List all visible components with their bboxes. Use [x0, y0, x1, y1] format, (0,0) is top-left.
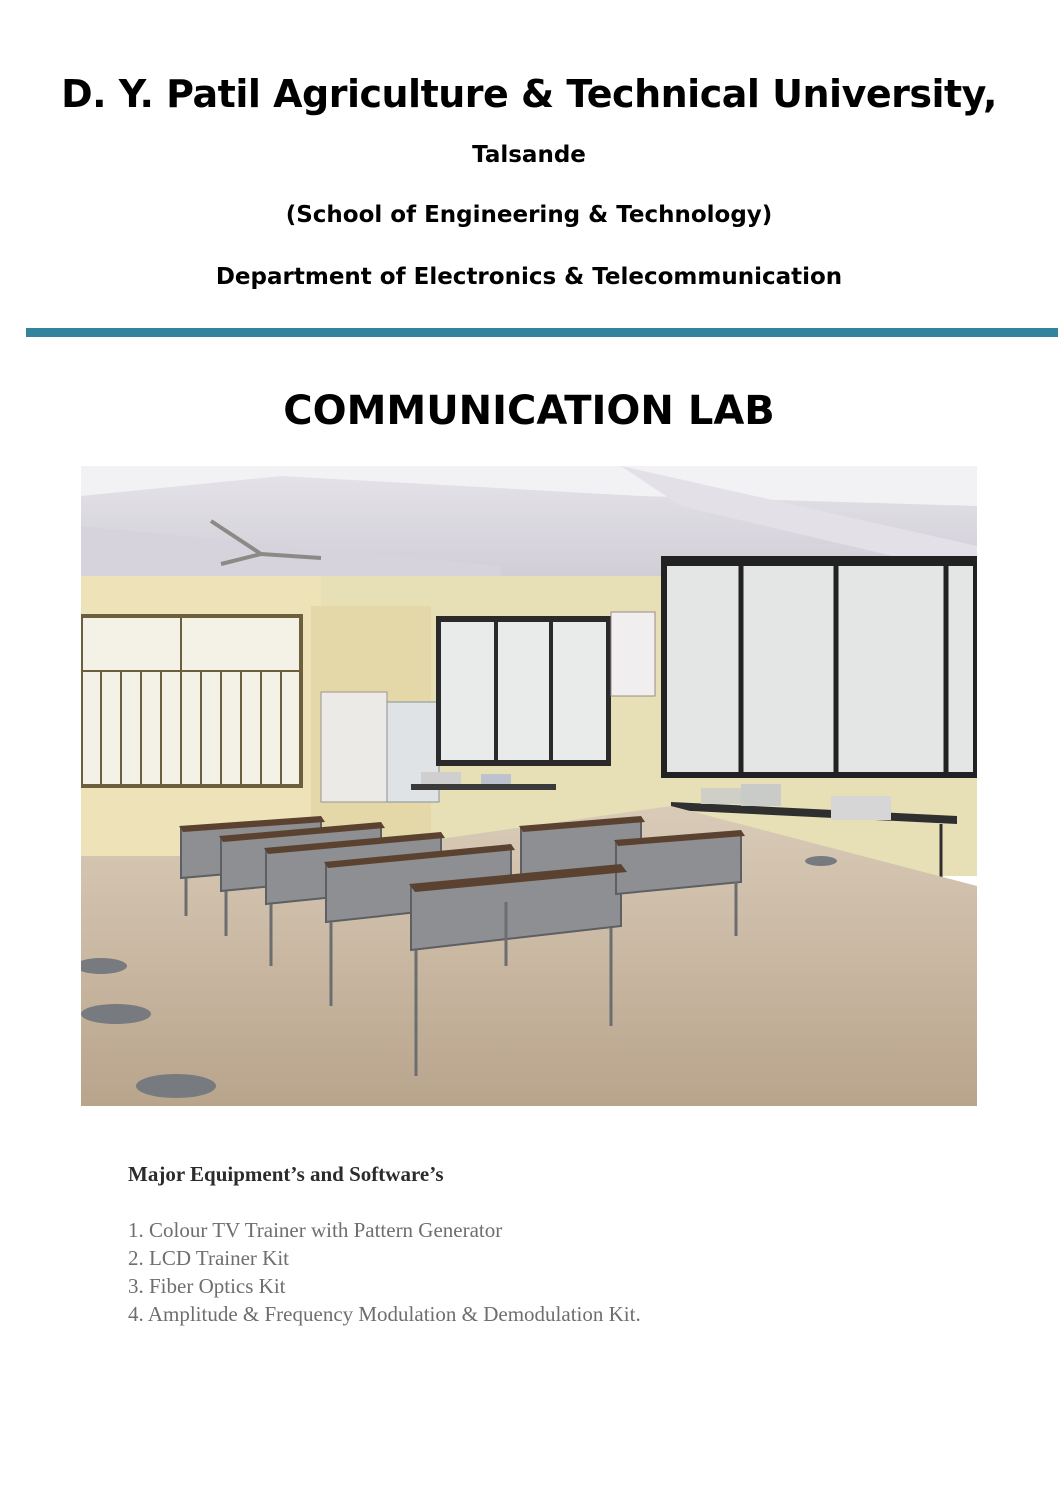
- university-name: D. Y. Patil Agriculture & Technical University,: [61, 72, 997, 116]
- school-name: (School of Engineering & Technology): [285, 202, 773, 228]
- page-title: COMMUNICATION LAB: [283, 388, 775, 434]
- equipment-heading: Major Equipment’s and Software’s: [128, 1162, 444, 1186]
- equipment-list: [128, 1216, 641, 1328]
- list-item: 2. LCD Trainer Kit: [128, 1246, 290, 1270]
- lab-photo: [81, 466, 977, 1106]
- list-item: 4. Amplitude & Frequency Modulation & Demodulation Kit.: [128, 1302, 641, 1326]
- campus-location: Talsande: [472, 142, 586, 168]
- department-name: Department of Electronics & Telecommunication: [215, 264, 843, 290]
- header-divider: [26, 328, 1058, 337]
- list-item: 3. Fiber Optics Kit: [128, 1274, 286, 1298]
- list-item: 1. Colour TV Trainer with Pattern Generator: [128, 1218, 503, 1242]
